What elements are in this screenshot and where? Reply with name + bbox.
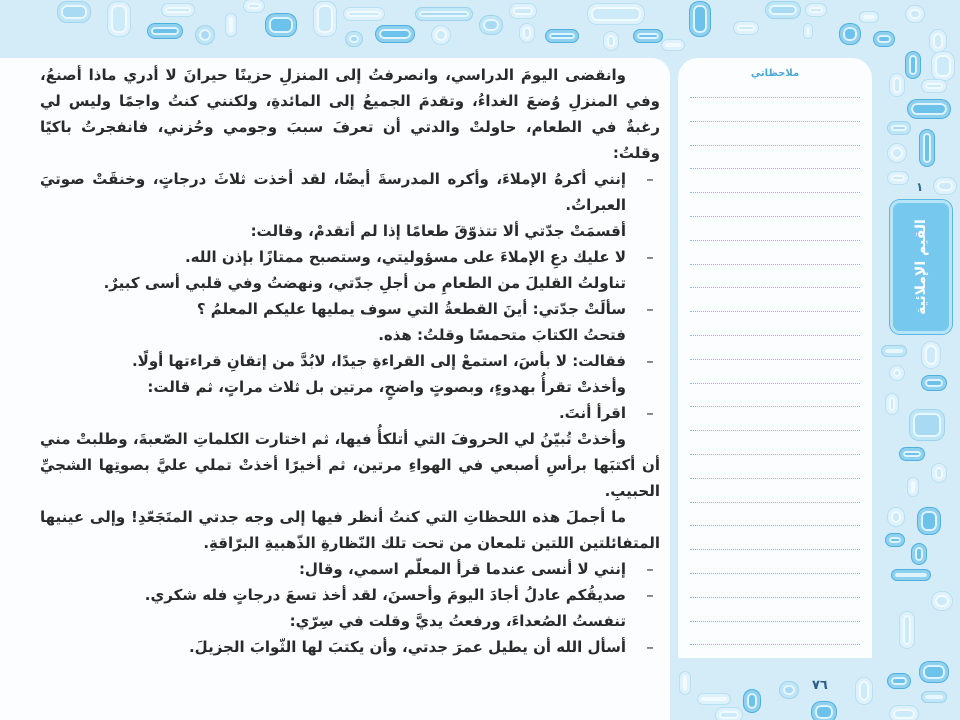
decor-pill: [934, 178, 956, 194]
dialog-dash: –: [646, 352, 654, 370]
notes-line: [690, 216, 860, 217]
dialog-dash: –: [646, 638, 654, 656]
notes-line: [690, 644, 860, 645]
notes-line: [690, 359, 860, 360]
narration-line: أقسمَتْ جدّتي ألا تتذوّقَ طعامًا إذا لم أتقدمْ، وقالت:: [250, 222, 626, 240]
narration-line: تنفستُ الصُعداءَ، ورفعتُ يديَّ وقلت في سِرّي:: [289, 612, 626, 630]
decor-pill: [148, 24, 182, 38]
notes-title: ملاحظاتي: [750, 68, 800, 79]
notes-line: [690, 311, 860, 312]
decor-pill: [734, 22, 758, 34]
decor-pill: [908, 100, 950, 118]
decor-pill: [906, 6, 924, 22]
notes-line: [690, 597, 860, 598]
decor-pill: [376, 26, 414, 42]
decor-pill: [804, 24, 812, 38]
decor-pill: [690, 2, 710, 36]
decor-pill: [806, 4, 826, 16]
decor-pill: [432, 26, 450, 44]
dialog-text: اقرأ أنتَ.: [558, 404, 626, 422]
decor-pill: [888, 172, 908, 184]
decor-pill: [912, 544, 926, 564]
decor-pill: [906, 52, 920, 78]
dialog-line: [40, 634, 660, 660]
notes-panel: [678, 58, 872, 658]
decor-pill: [922, 342, 940, 368]
decor-pill: [874, 32, 894, 46]
decor-pill: [930, 30, 946, 52]
dialog-line: [40, 582, 660, 608]
dialog-text: سألَتْ جدّتي: أينَ القطعةُ التي سوف يمليها عليكم المعلمُ ؟: [196, 300, 626, 318]
notes-line: [690, 502, 860, 503]
decor-pill: [888, 144, 906, 162]
decor-pill: [920, 662, 948, 682]
dialog-dash: –: [646, 404, 654, 422]
decor-pill: [882, 346, 906, 356]
dialog-text: صديقُكم عادلُ أجادَ اليومَ وأحسنَ، لقد أخذ تسعَ درجاتٍ فله شكري.: [144, 586, 626, 604]
decor-pill: [890, 366, 904, 380]
decor-pill: [698, 694, 730, 704]
decor-pill: [520, 24, 534, 42]
dialog-dash: –: [646, 170, 654, 188]
dialog-dash: –: [646, 560, 654, 578]
notes-line: [690, 192, 860, 193]
decor-pill: [780, 682, 798, 698]
decor-pill: [900, 448, 924, 460]
decor-pill: [162, 4, 194, 16]
decor-pill: [510, 4, 536, 18]
decor-pill: [416, 8, 472, 20]
side-tab: [890, 200, 952, 334]
narration-line: فتحتُ الكتابَ متحمسًا وقلتُ: هذه.: [378, 326, 626, 344]
decor-pill: [900, 612, 914, 648]
decor-pill: [860, 12, 878, 22]
story-paragraph: وانقضى اليومَ الدراسي، وانصرفتُ إلى المنزلِ حزينًا حيرانَ لا أدري ماذا أصنعُ، وفي المنزلِ وُضعَ الغداءُ، وتقدمَ الجميعُ إلى المائدةِ، ولكنني كنتُ واجمًا وليس لي رغبةٌ في الطعام، حاولتْ والدتي أن تعرفَ سببَ وجومي وحُزني، فانفجرتُ باكيًا وقلتُ:: [40, 66, 660, 162]
dialog-dash: –: [646, 586, 654, 604]
notes-line: [690, 335, 860, 336]
notes-line: [690, 525, 860, 526]
notes-line: [690, 264, 860, 265]
notes-line: [690, 621, 860, 622]
decor-pill: [920, 130, 934, 166]
decor-pill: [108, 2, 130, 36]
dialog-text: أسأل الله أن يطيل عمرَ جدتي، وأن يكتبَ لها الثّوابَ الجزيلَ.: [188, 638, 626, 656]
dialog-text: إنني أكرهُ الإملاءَ، وأكره المدرسةَ أيضًا، لقد أخذت ثلاثَ درجاتٍ، وخنقَتْ صوتيَ العبراتُ.: [40, 170, 626, 214]
decor-pill: [888, 674, 910, 688]
decor-pill: [856, 678, 872, 704]
unit-marker: ١: [916, 180, 924, 194]
decor-pill: [922, 692, 946, 702]
decor-pill: [888, 122, 910, 134]
decor-pill: [888, 508, 904, 526]
decor-pill: [932, 52, 954, 80]
decor-pill: [244, 0, 264, 12]
decor-pill: [546, 30, 578, 42]
notes-line: [690, 573, 860, 574]
decor-pill: [890, 706, 918, 720]
decor-pill: [892, 570, 930, 580]
notes-line: [690, 549, 860, 550]
dialog-line: [40, 348, 660, 374]
dialog-line: [40, 296, 660, 322]
decor-pill: [766, 2, 800, 18]
decor-pill: [680, 672, 690, 694]
story-text: [40, 62, 660, 660]
decor-pill: [910, 410, 944, 440]
decor-pill: [886, 394, 898, 414]
decor-pill: [196, 26, 214, 44]
decor-pill: [918, 508, 940, 534]
decor-pill: [890, 74, 904, 96]
dialog-line: [40, 400, 660, 426]
notes-line: [690, 430, 860, 431]
decor-pill: [908, 478, 918, 496]
decor-pill: [922, 376, 946, 390]
narration-line: وأخذتْ تقرأُ بهدوءٍ، وبصوتٍ واضحٍ، مرتين بل ثلاث مراتٍ، ثم قالت:: [147, 378, 626, 396]
page-number: ٧٦: [812, 678, 828, 693]
notes-line: [690, 121, 860, 122]
decor-pill: [716, 708, 742, 720]
dialog-dash: –: [646, 248, 654, 266]
decor-pill: [886, 534, 904, 546]
dialog-text: إنني لا أنسى عندما قرأ المعلّم اسمي، وقال:: [298, 560, 626, 578]
decor-pill: [314, 2, 336, 36]
decor-pill: [932, 592, 952, 610]
notes-line: [690, 454, 860, 455]
decor-pill: [480, 16, 502, 34]
decor-pill: [226, 14, 236, 36]
notes-line: [690, 478, 860, 479]
decor-pill: [346, 32, 362, 46]
decor-pill: [744, 690, 760, 712]
notes-line: [690, 145, 860, 146]
lesson-text-panel: [0, 58, 670, 720]
dialog-dash: –: [646, 300, 654, 318]
narration-line: تناولتُ القليلَ من الطعامِ من أجلِ جدّتي، ونهضتُ وفي قلبي أسى كبيرٌ.: [103, 274, 626, 292]
decor-pill: [344, 8, 384, 20]
notes-line: [690, 383, 860, 384]
notes-line: [690, 287, 860, 288]
dialog-line: [40, 166, 660, 218]
decor-pill: [922, 80, 946, 92]
story-paragraph: ما أجملَ هذه اللحظاتِ التي كنتُ أنظر فيها إلى وجه جدتي المتَجَعّدِ! وإلى عينيها المتفائلتين اللتين تلمعان من تحت تلك النّظارةِ الذّهبيةِ البرّاقةِ.: [40, 508, 660, 552]
decor-pill: [812, 702, 836, 720]
decor-pill: [604, 32, 618, 50]
side-tab-label: القيم الإملائية: [913, 219, 929, 315]
dialog-text: فقالت: لا بأسَ، استمعْ إلى القراءةِ جيدًا، لابُدَّ من إتقانِ قراءتها أولًا.: [131, 352, 626, 370]
decor-pill: [634, 30, 662, 42]
dialog-line: [40, 244, 660, 270]
decor-pill: [266, 14, 296, 36]
decor-pill: [58, 2, 90, 22]
decor-pill: [932, 464, 946, 482]
notes-line: [690, 240, 860, 241]
notes-line: [690, 97, 860, 98]
decor-pill: [588, 4, 644, 24]
dialog-line: [40, 556, 660, 582]
decor-pill: [840, 24, 860, 44]
story-paragraph: وأخذتْ تُبيّنُ لي الحروفَ التي أتلكأُ فيها، ثم اختارت الكلماتِ الصّعبةَ، وطلبتْ مني أن أكتبَها برأسِ أصبعي في الهواءِ مرتين، ثم أخيرًا أخذتْ تملي عليَّ بصوتِها الشجيِّ الحبيبِ.: [40, 430, 660, 500]
decor-pill: [662, 40, 684, 50]
dialog-text: لا عليك دعِ الإملاءَ على مسؤوليتي، وستصبح ممتازًا بإذن الله.: [184, 248, 626, 266]
notes-line: [690, 168, 860, 169]
notes-line: [690, 406, 860, 407]
